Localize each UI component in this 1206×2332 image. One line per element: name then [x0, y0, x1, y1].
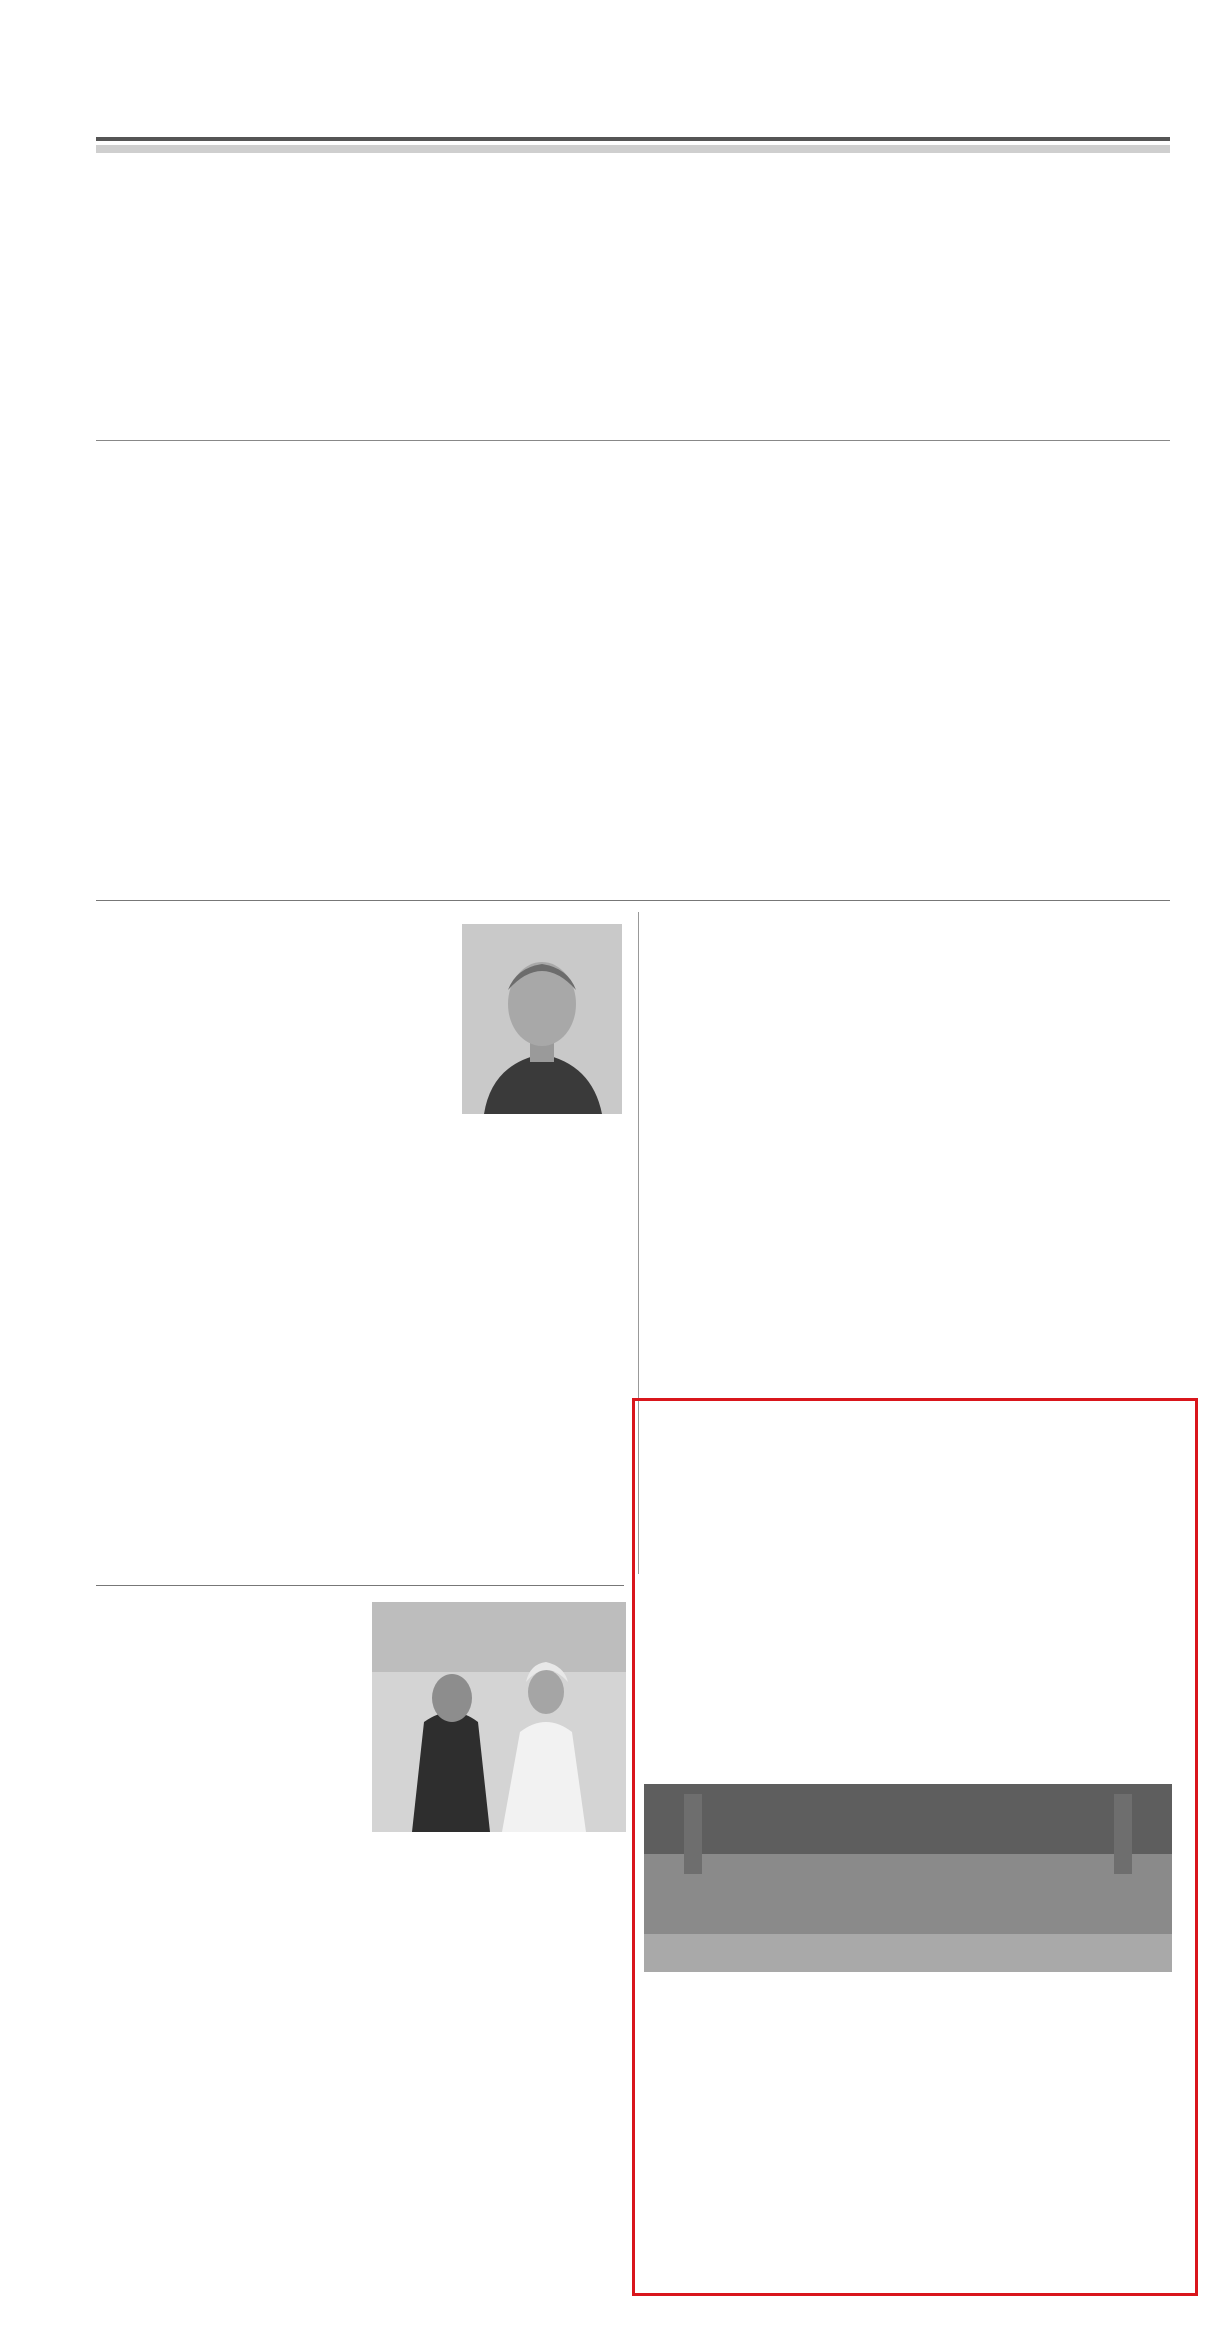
espana-top-rule: [96, 1585, 624, 1586]
expropiacion-col-2: [914, 1048, 1170, 1391]
expropiacion-col-1: [648, 1048, 903, 1391]
dapre-col-2: [256, 1078, 406, 1576]
espana-col-2: [372, 1895, 624, 2276]
dapre-col-1: [96, 1078, 246, 1576]
dapre-col-3: [474, 1198, 626, 1561]
main-story-bottom-rule: [96, 900, 1170, 901]
caption-rule: [96, 440, 1170, 441]
main-story-col-right: [992, 448, 1170, 886]
main-story-col-2: [280, 641, 432, 886]
eln-delegations-photo: [644, 1784, 1172, 1972]
eln-col-3: [958, 1410, 1168, 1778]
header-rule: [96, 137, 1170, 141]
eln-col-2: [800, 1548, 944, 1778]
eln-col-1: [648, 1548, 790, 1778]
main-story-col-left: [96, 448, 268, 886]
gonzalez-photo: [462, 924, 622, 1114]
petro-alcocer-photo: [372, 1602, 626, 1832]
main-story-col-3: [444, 641, 596, 886]
main-story-col-4: [608, 641, 760, 886]
espana-col-1: [96, 1728, 362, 2276]
header-rule-thin: [96, 145, 1170, 153]
main-story-col-5: [772, 691, 924, 886]
